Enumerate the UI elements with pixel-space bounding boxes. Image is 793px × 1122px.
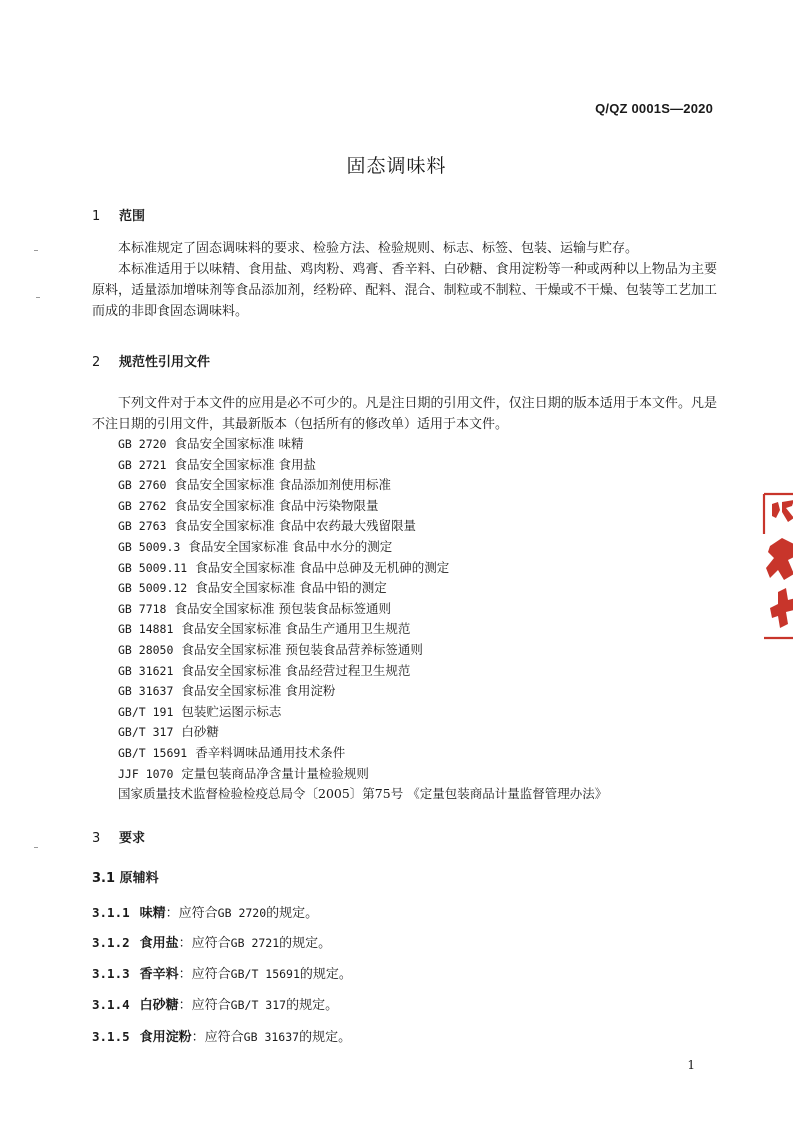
subsection-title: 原辅料 — [119, 871, 159, 886]
reference-item — [118, 640, 607, 661]
reference-title: 食品安全国家标准 食用淀粉 — [181, 683, 336, 699]
reference-title: 香辛料调味品通用技术条件 — [195, 744, 346, 760]
item-prefix: ：应符合 — [191, 1030, 244, 1045]
reference-code: GB 31621 — [118, 663, 174, 678]
reference-code: GB 5009.12 — [118, 581, 188, 596]
section-title: 要求 — [119, 831, 146, 846]
reference-list — [118, 434, 607, 805]
requirement-item — [92, 963, 352, 982]
reference-title: 食品安全国家标准 食品中铅的测定 — [195, 580, 387, 596]
reference-item — [118, 722, 607, 743]
item-number: 3.1.1 — [92, 905, 130, 920]
standard-code: Q/QZ 0001S—2020 — [595, 101, 713, 116]
reference-code: GB 2721 — [118, 457, 167, 472]
reference-title: 食品安全国家标准 味精 — [174, 436, 304, 451]
section-1-heading — [92, 205, 145, 224]
scan-artifact — [36, 297, 40, 298]
section-title: 规范性引用文件 — [119, 355, 211, 370]
item-term: 白砂糖 — [139, 998, 179, 1013]
reference-item — [118, 702, 607, 723]
reference-item — [118, 516, 607, 537]
reference-item — [118, 578, 607, 599]
red-seal-stamp — [758, 488, 793, 650]
item-suffix: 的规定。 — [299, 967, 352, 982]
reference-code: GB 2763 — [118, 519, 167, 534]
section-2-intro — [92, 393, 717, 435]
item-number: 3.1.2 — [92, 935, 130, 950]
subsection-number: 3.1 — [92, 871, 116, 886]
reference-title: 食品安全国家标准 食品中农药最大残留限量 — [174, 518, 416, 534]
reference-item — [118, 619, 607, 640]
reference-item — [118, 743, 607, 764]
item-prefix: ：应符合 — [178, 936, 231, 951]
reference-title: 食品安全国家标准 食品生产通用卫生规范 — [181, 621, 411, 637]
reference-code: GB 5009.11 — [118, 560, 188, 575]
item-number: 3.1.3 — [92, 966, 130, 981]
item-suffix: 的规定。 — [266, 906, 319, 921]
item-number: 3.1.5 — [92, 1029, 130, 1044]
item-code: GB 31637 — [243, 1030, 300, 1044]
item-suffix: 的规定。 — [299, 1030, 352, 1045]
reference-code: GB/T 15691 — [118, 745, 188, 760]
requirement-item — [92, 994, 338, 1013]
document-title: 固态调味料 — [346, 155, 447, 177]
reference-code: GB/T 317 — [118, 725, 174, 740]
paragraph: 本标准规定了固态调味料的要求、检验方法、检验规则、标志、标签、包装、运输与贮存。 — [118, 241, 639, 256]
item-prefix: ：应符合 — [178, 998, 231, 1013]
item-term: 食用盐 — [139, 936, 179, 951]
item-term: 味精 — [139, 906, 166, 921]
item-suffix: 的规定。 — [286, 998, 339, 1013]
item-prefix: ：应符合 — [165, 906, 218, 921]
reference-code: GB 14881 — [118, 622, 174, 637]
page-number: 1 — [687, 1058, 695, 1072]
item-code: GB 2721 — [230, 936, 280, 950]
reference-title: 食品安全国家标准 食品中总砷及无机砷的测定 — [195, 559, 450, 575]
paragraph: 下列文件对于本文件的应用是必不可少的。凡是注日期的引用文件，仅注日期的版本适用于本文件。凡是不注日期的引用文件，其最新版本（包括所有的修改单）适用于本文件。 — [92, 396, 717, 432]
item-code: GB/T 317 — [230, 998, 287, 1012]
scan-artifact — [34, 847, 38, 848]
reference-title: 定量包装商品净含量计量检验规则 — [181, 765, 369, 781]
reference-title: 食品安全国家标准 食品中水分的测定 — [188, 538, 393, 554]
reference-title: 食品安全国家标准 食品中污染物限量 — [174, 497, 379, 513]
seal-glyphs — [766, 500, 793, 628]
reference-title: 食品安全国家标准 预包装食品营养标签通则 — [181, 641, 423, 657]
section-number: 2 — [92, 355, 101, 370]
reference-item — [118, 455, 607, 476]
section-number: 3 — [92, 831, 101, 846]
section-3-heading — [92, 827, 145, 846]
section-2-heading — [92, 351, 210, 370]
reference-item — [118, 537, 607, 558]
section-1-body — [92, 238, 717, 322]
reference-code: GB 2720 — [118, 437, 167, 451]
section-title: 范围 — [119, 209, 146, 224]
reference-code: GB 2762 — [118, 498, 167, 513]
reference-item — [118, 475, 607, 496]
item-number: 3.1.4 — [92, 997, 130, 1012]
reference-title: 食品安全国家标准 预包装食品标签通则 — [174, 600, 391, 616]
reference-title: 食品安全国家标准 食用盐 — [174, 456, 316, 472]
reference-item — [118, 764, 607, 785]
item-code: GB/T 15691 — [230, 967, 300, 981]
reference-title: 白砂糖 — [181, 724, 219, 740]
reference-regulation: 国家质量技术监督检验检疫总局令〔2005〕第75号 《定量包装商品计量监督管理办法》 — [118, 786, 608, 802]
reference-code: GB 31637 — [118, 684, 174, 699]
reference-item — [118, 434, 607, 455]
item-term: 食用淀粉 — [139, 1030, 192, 1045]
reference-code: GB 28050 — [118, 642, 174, 657]
requirement-item — [92, 932, 331, 951]
item-term: 香辛料 — [139, 967, 179, 982]
reference-item — [118, 599, 607, 620]
reference-code: GB 2760 — [118, 478, 167, 493]
reference-code: GB/T 191 — [118, 704, 174, 719]
item-suffix: 的规定。 — [279, 936, 332, 951]
reference-title: 食品安全国家标准 食品经营过程卫生规范 — [181, 662, 411, 678]
reference-item — [118, 558, 607, 579]
reference-item — [118, 496, 607, 517]
reference-code: GB 5009.3 — [118, 539, 181, 554]
reference-title: 包装贮运图示标志 — [181, 703, 282, 719]
section-3-1-heading — [92, 867, 159, 886]
item-code: GB 2720 — [217, 906, 267, 920]
reference-item — [118, 661, 607, 682]
scan-artifact — [34, 250, 38, 251]
section-number: 1 — [92, 209, 101, 224]
reference-title: 食品安全国家标准 食品添加剂使用标准 — [174, 477, 391, 493]
requirement-item — [92, 902, 318, 921]
requirement-item — [92, 1026, 351, 1045]
reference-item — [118, 681, 607, 702]
reference-code: JJF 1070 — [118, 766, 174, 781]
paragraph: 本标准适用于以味精、食用盐、鸡肉粉、鸡膏、香辛料、白砂糖、食用淀粉等一种或两种以上物品为主要原料，适量添加增味剂等食品添加剂，经粉碎、配料、混合、制粒或不制粒、干燥或不干燥、包装等工艺加工而成的非即食固态调味料。 — [92, 262, 717, 319]
reference-code: GB 7718 — [118, 601, 167, 616]
item-prefix: ：应符合 — [178, 967, 231, 982]
